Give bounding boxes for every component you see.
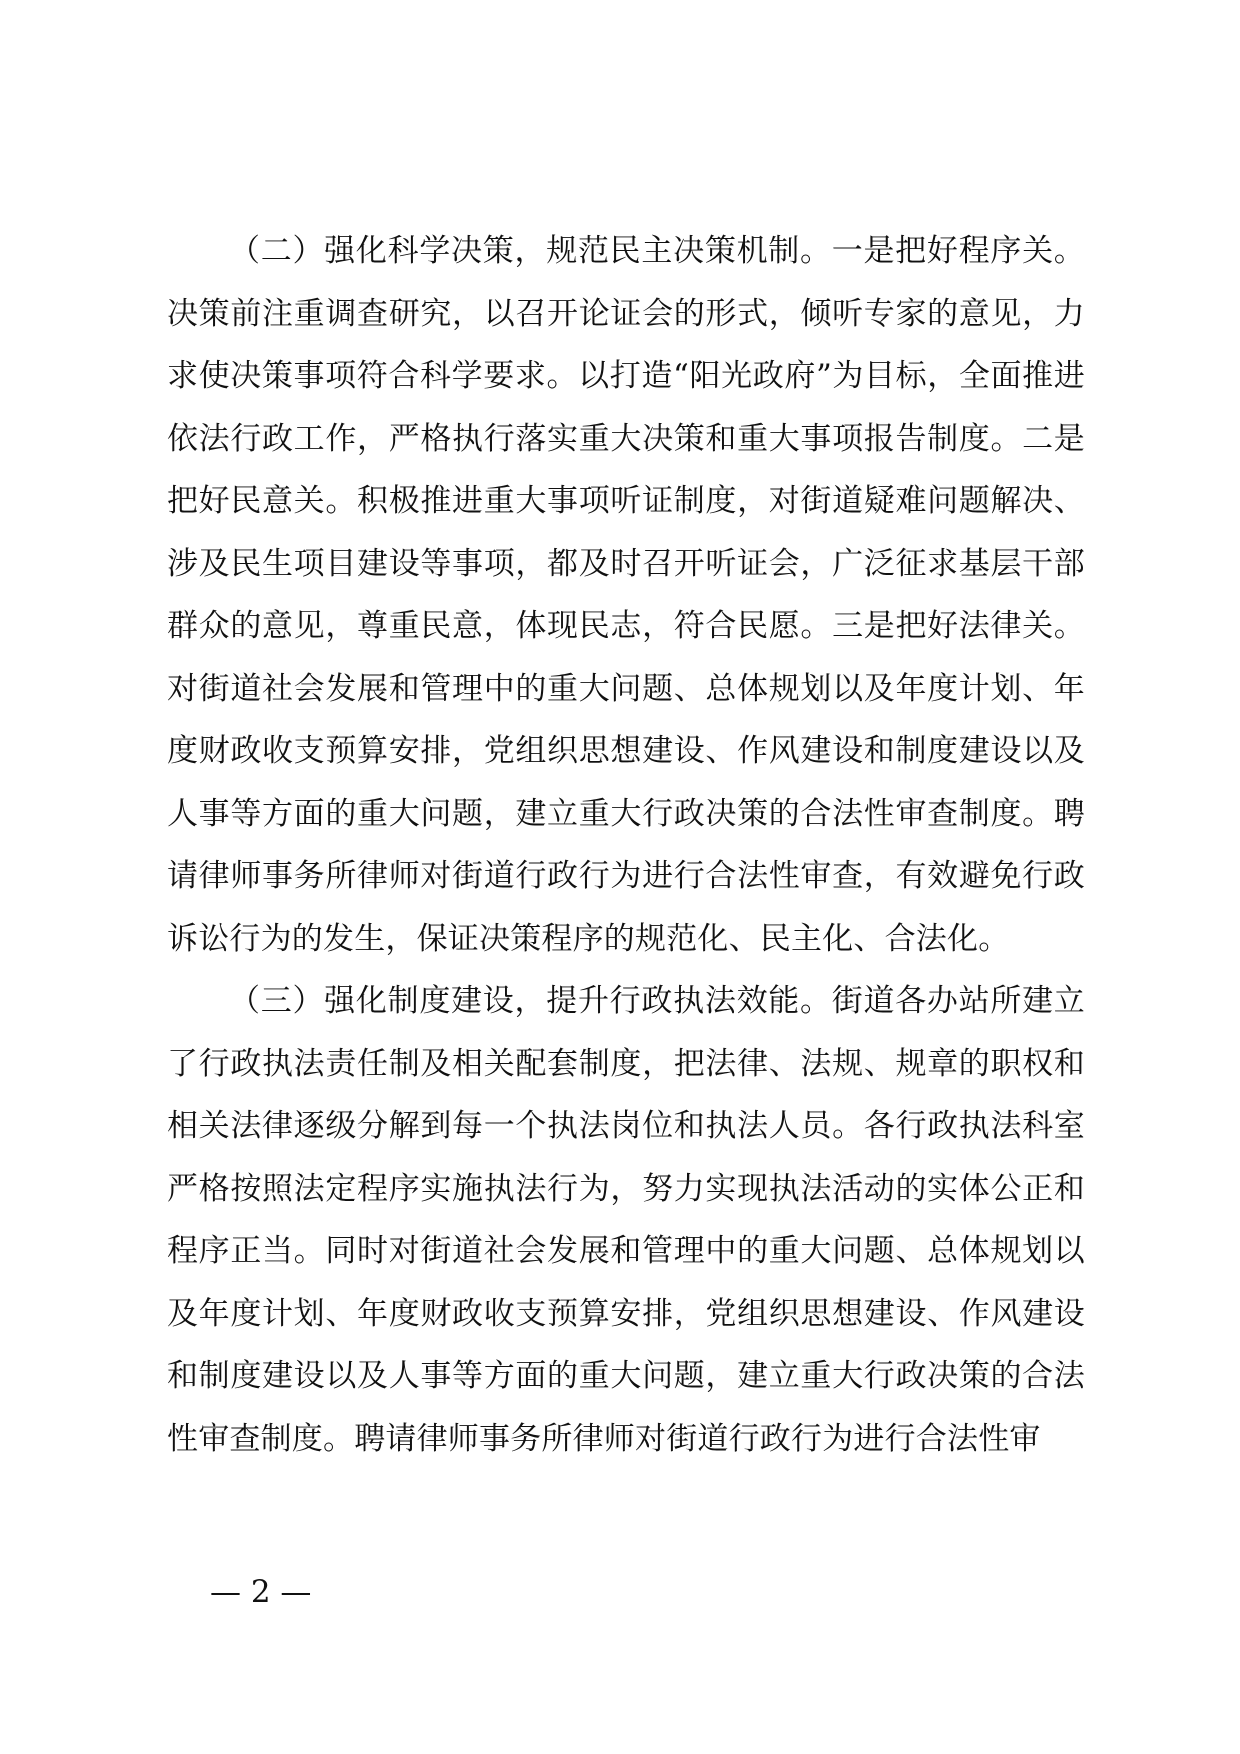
page-number: — 2 — (210, 1574, 312, 1610)
paragraph-section-2: （二）强化科学决策，规范民主决策机制。一是把好程序关。决策前注重调查研究，以召开论证会的形式，倾听专家的意见，力求使决策事项符合科学要求。以打造“阳光政府”为目标，全面推进依法行政工作，严格执行落实重大决策和重大事项报告制度。二是把好民意关。积极推进重大事项听证制度，对街道疑难问题解决、涉及民生项目建设等事项，都及时召开听证会，广泛征求基层干部群众的意见，尊重民意，体现民志，符合民愿。三是把好法律关。对街道社会发展和管理中的重大问题、总体规划以及年度计划、年度财政收支预算安排，党组织思想建设、作风建设和制度建设以及人事等方面的重大问题，建立重大行政决策的合法性审查制度。聘请律师事务所律师对街道行政行为进行合法性审查，有效避免行政诉讼行为的发生，保证决策程序的规范化、民主化、合法化。 (167, 233, 1085, 957)
paragraph-section-3: （三）强化制度建设，提升行政执法效能。街道各办站所建立了行政执法责任制及相关配套制度，把法律、法规、规章的职权和相关法律逐级分解到每一个执法岗位和执法人员。各行政执法科室严格按照法定程序实施执法行为，努力实现执法活动的实体公正和程序正当。同时对街道社会发展和管理中的重大问题、总体规划以及年度计划、年度财政收支预算安排，党组织思想建设、作风建设和制度建设以及人事等方面的重大问题，建立重大行政决策的合法性审查制度。聘请律师事务所律师对街道行政行为进行合法性审 (167, 983, 1085, 1457)
document-body (167, 220, 1085, 1470)
